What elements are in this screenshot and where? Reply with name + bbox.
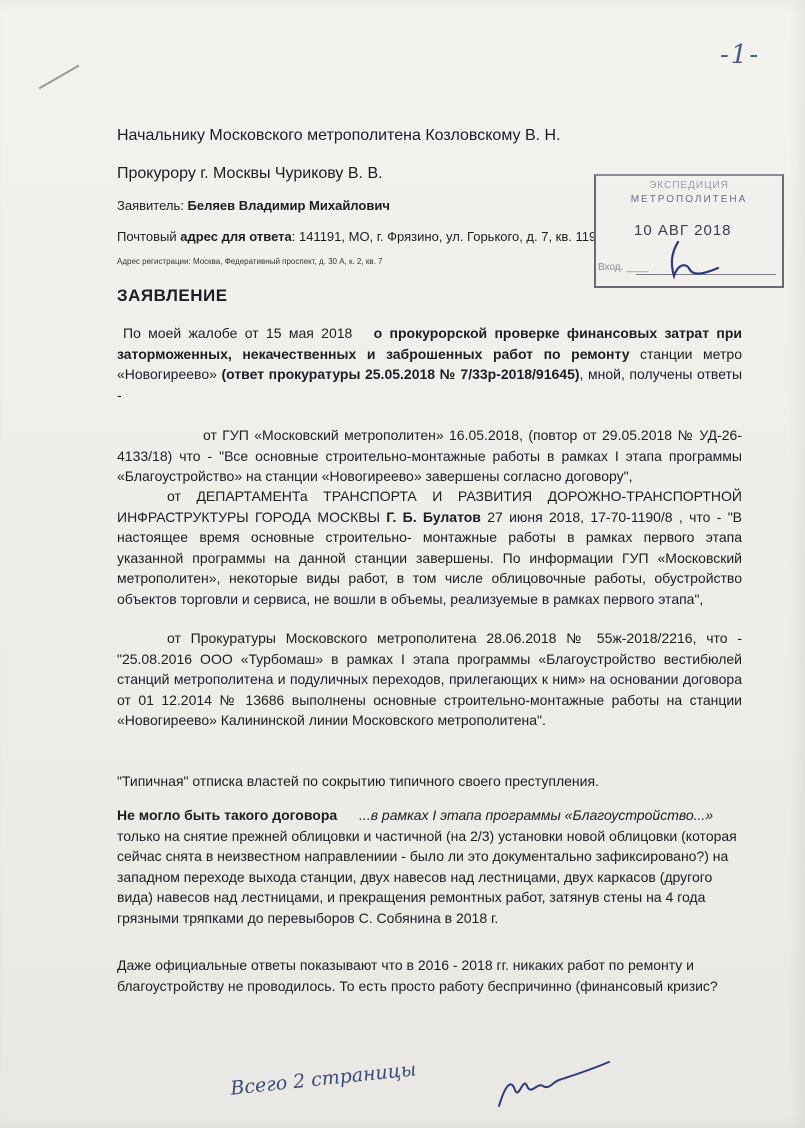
intro-received: , мной, получены ответы - bbox=[117, 366, 743, 403]
postal-address-line bbox=[117, 229, 596, 244]
total-pages-handwritten: Всего 2 страницы bbox=[229, 1058, 418, 1100]
stamp-signature-icon bbox=[660, 240, 720, 282]
stamp-line-1: ЭКСПЕДИЦИЯ bbox=[649, 180, 729, 191]
registration-address: Адрес регистрации: Москва, Федеративный проспект, д. 30 А, к. 2, кв. 7 bbox=[117, 257, 383, 266]
intro-complaint-date: По моей жалобе от 15 мая 2018 bbox=[123, 325, 353, 341]
page-number-handwritten: -1- bbox=[720, 40, 761, 70]
applicant-line bbox=[117, 198, 390, 213]
paragraph-transport-department-answer bbox=[117, 486, 742, 610]
stamp-incoming-label: Вход. ____ bbox=[598, 262, 649, 273]
no-contract-lead: Не могло быть такого договора bbox=[117, 807, 338, 823]
metro-answer-text: от ГУП «Московский метрополитен» 16.05.2018, (повтор от 29.05.2018 № УД-26-4133/18) что - "Все основные строительно-монтажные работы в рамках I этапа программы «Благоустройство» на станции «Новогиреево» завершены согласно договору", bbox=[117, 427, 742, 485]
footer-handwriting bbox=[218, 1056, 738, 1116]
applicant-name: Беляев Владимир Михайлович bbox=[187, 198, 390, 213]
stamp-date: 10 АВГ 2018 bbox=[634, 222, 732, 239]
paragraph-metro-answer bbox=[117, 425, 742, 487]
paragraph-official-answers: Даже официальные ответы показывают что в 2016 - 2018 гг. никаких работ по ремонту и благоустройству не проводилось. То есть просто работу беспричинно (финансовый кризис? bbox=[117, 957, 718, 994]
department-official: Г. Б. Булатов bbox=[386, 508, 481, 525]
paragraph-intro bbox=[117, 323, 742, 405]
applicant-label: Заявитель: bbox=[117, 198, 184, 213]
postal-value: : 141191, МО, г. Фрязино, ул. Горького, д. 7, кв. 119 bbox=[291, 229, 597, 244]
footer-signature-icon bbox=[493, 1056, 613, 1116]
recipient-prosecutor: Прокурору г. Москвы Чурикову В. В. bbox=[117, 165, 383, 182]
no-contract-quote: ...в рамках I этапа программы «Благоустройство...» bbox=[359, 807, 714, 823]
paragraph-typical-reply: "Типичная" отписка властей по сокрытию типичного своего преступления. bbox=[117, 773, 599, 789]
paragraph-metro-prosecutor-answer bbox=[117, 628, 742, 731]
postal-label: адрес для ответа bbox=[180, 229, 292, 244]
no-contract-text: только на снятие прежней облицовки и частичной (на 2/3) установки новой облицовки (которая сейчас снята в неизвестном направлениии - было ли это документально зафиксировано?) на западном переходе выхода станции, двух навесов над лестницами, двух каркасов (другого вида) навесов над лестницами, и прекращения ремонтных работ, затянув стены на 4 года грязными тряпками до перевыборов С. Собянина в 2018 г. bbox=[117, 827, 737, 926]
paragraph-no-contract bbox=[117, 805, 742, 929]
department-text-b: 27 июня 2018, 17-70-1190/8 , что - "В настоящее время основные строительно- монтажные работы в рамках первого этапа указанной программы на данной станции завершены. По информации ГУП «Московский метрополитен», некоторые виды работ, в том числе облицовочные работы, обустройство объектов торговли и сервиса, не вошли в объемы, реализуемые в рамках первого этапа", bbox=[117, 508, 742, 607]
recipient-metro-head: Начальнику Московского метрополитена Козловскому В. Н. bbox=[117, 127, 561, 144]
postal-prefix: Почтовый bbox=[117, 229, 177, 244]
metro-prosecutor-text: от Прокуратуры Московского метрополитена 28.06.2018 № 55ж-2018/2216, что - "25.08.2016 ООО «Турбомаш» в рамках I этапа программы «Благоустройство вестибюлей станций метрополитена и подуличных переходов, прилегающих к ним» на основании договора от 01 12.2014 № 13686 выполнены основные строительно-монтажные работы на станции «Новогиреево» Калининской линии Московского метрополитена". bbox=[117, 630, 742, 729]
department-text-a: от ДЕПАРТАМЕНТа ТРАНСПОРТА И РАЗВИТИЯ ДОРОЖНО-ТРАНСПОРТНОЙ ИНФРАСТРУКТУРЫ ГОРОДА МОСКВЫ bbox=[117, 488, 742, 525]
intro-complaint-subject: о прокурорской проверке финансовых затрат при заторможенных, некачественных и заброшенных работ по ремонту bbox=[117, 325, 742, 362]
stamp-line-2: МЕТРОПОЛИТЕНА bbox=[630, 194, 748, 205]
document-title: ЗАЯВЛЕНИЕ bbox=[117, 286, 228, 305]
intro-station: станции метро «Новогиреево» bbox=[117, 345, 742, 383]
intro-prosecutor-answer: (ответ прокуратуры 25.05.2018 № 7/33р-2018/91645) bbox=[221, 366, 580, 383]
pencil-mark bbox=[39, 65, 80, 90]
